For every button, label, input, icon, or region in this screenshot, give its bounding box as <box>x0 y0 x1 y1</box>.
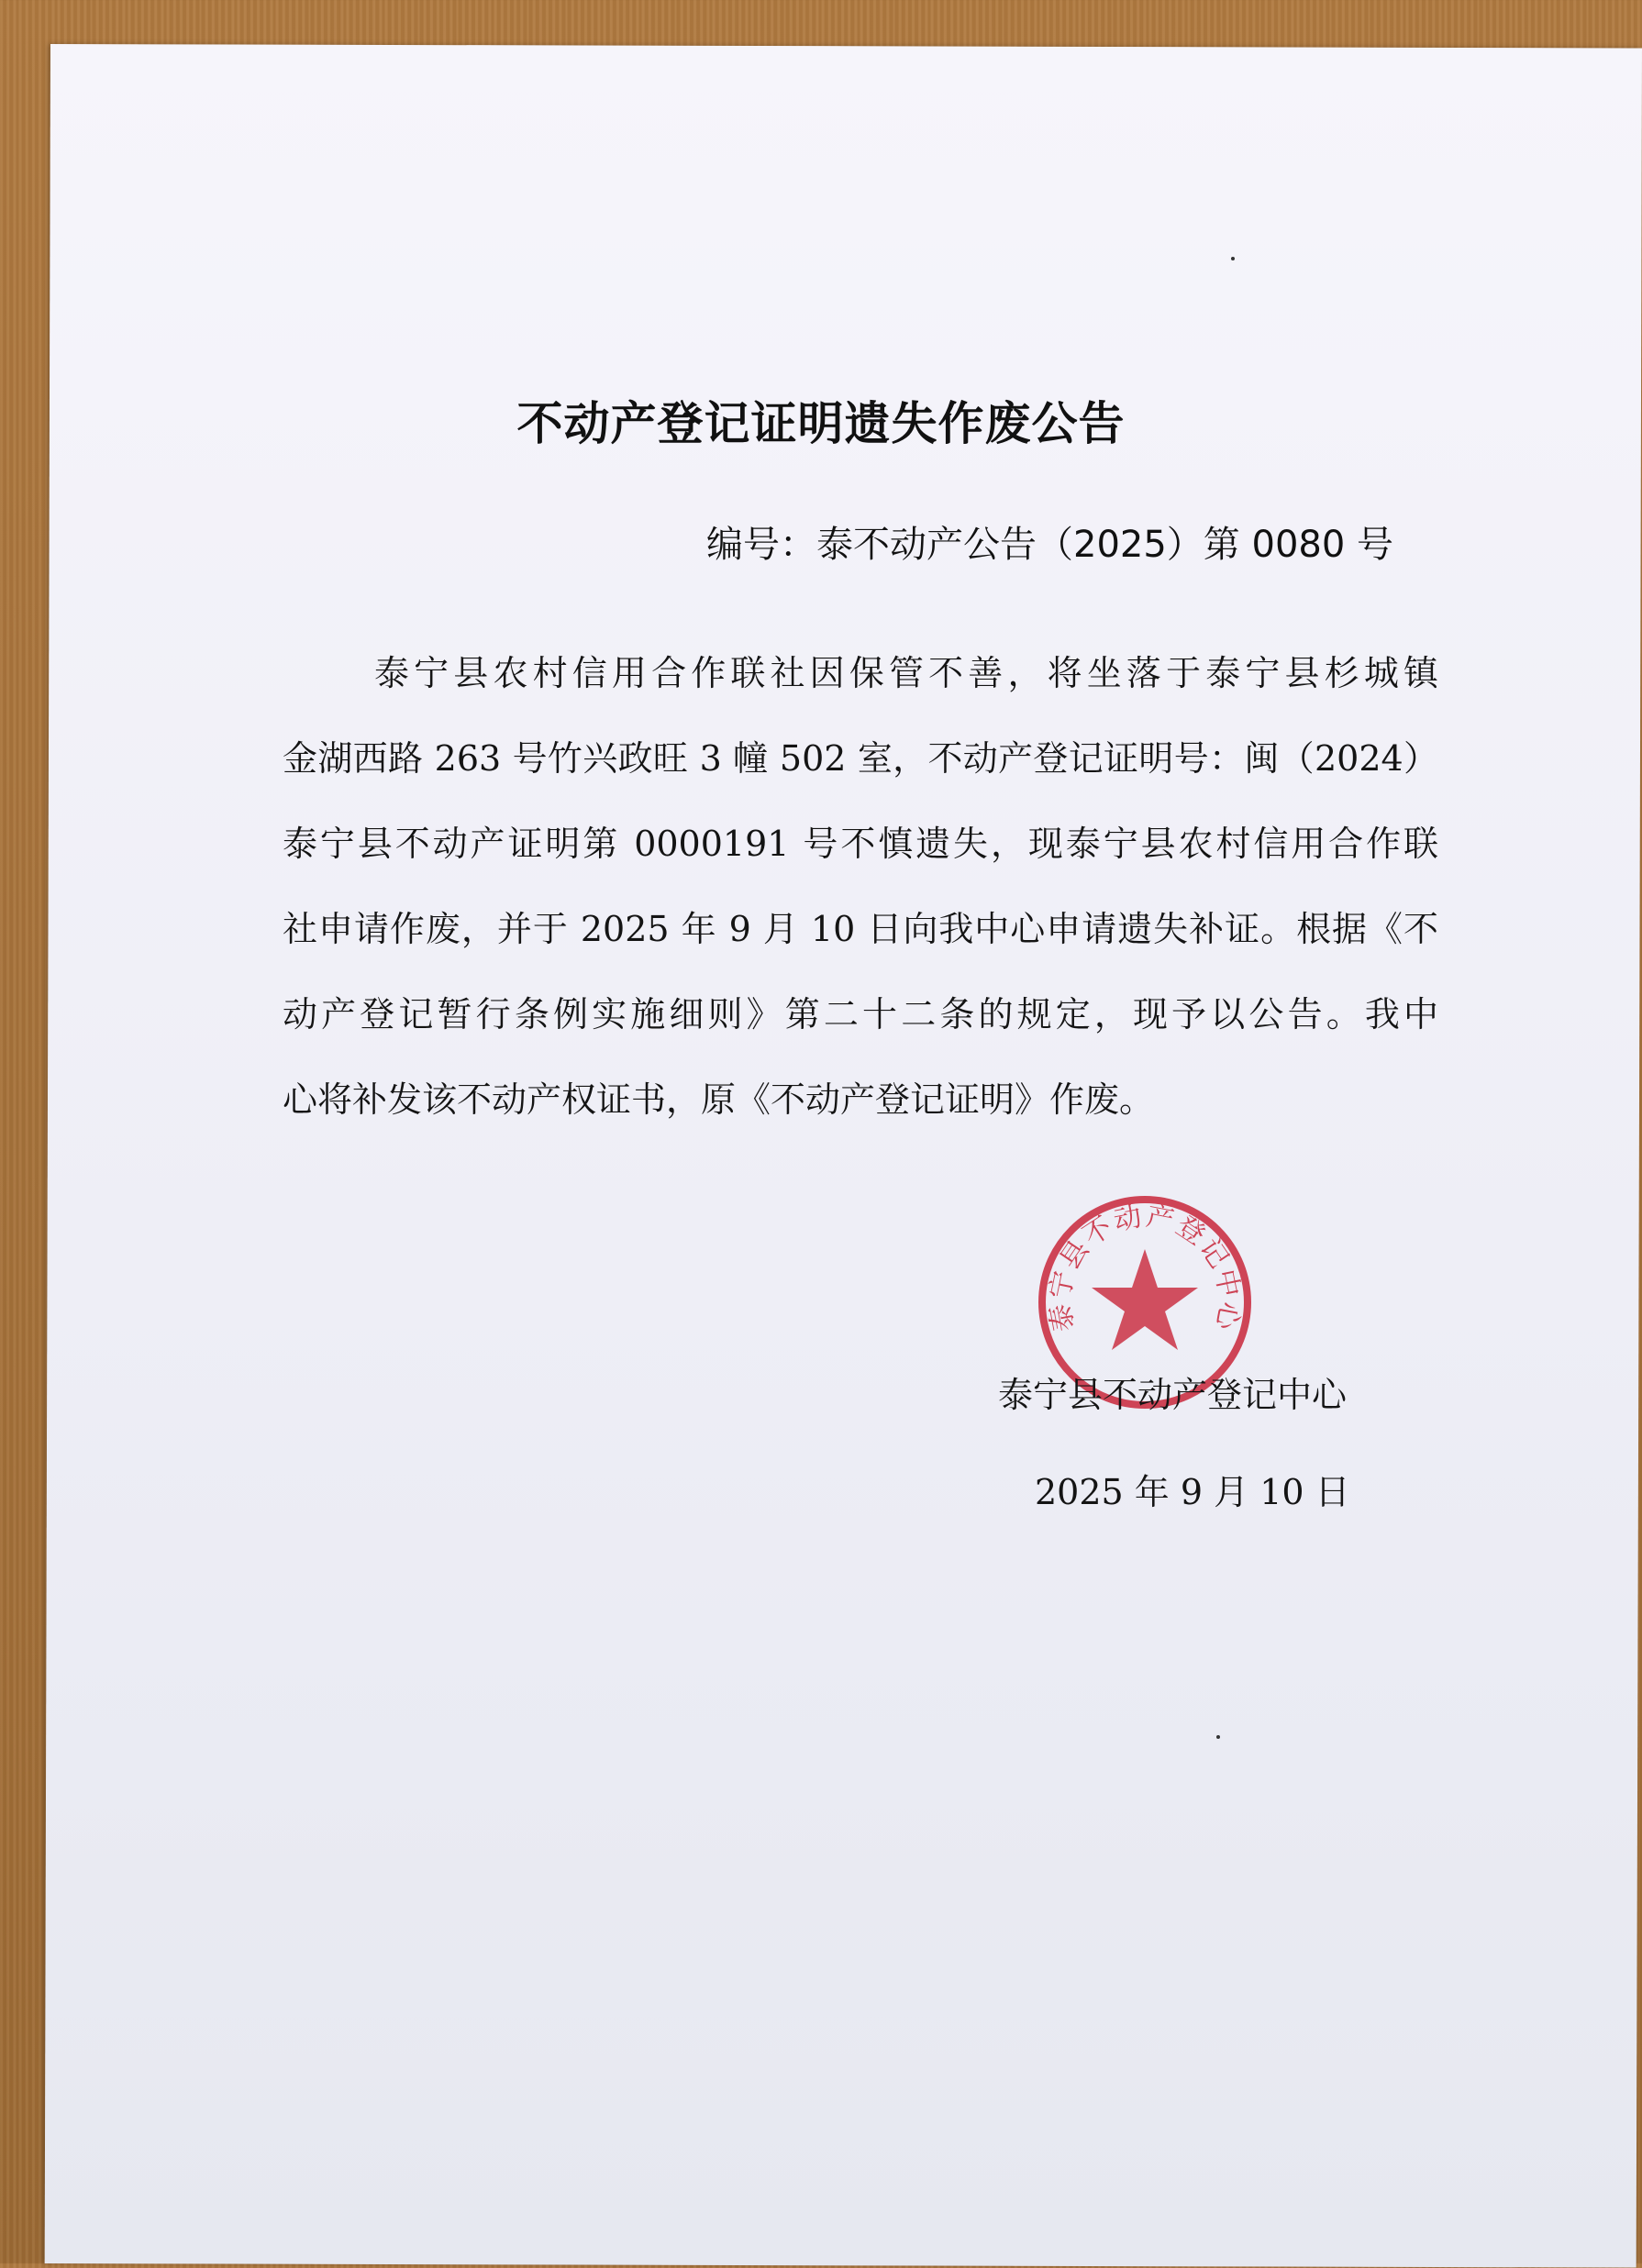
document-number: 编号：泰不动产公告（2025）第 0080 号 <box>706 524 1394 566</box>
paper-speck <box>1216 1735 1220 1739</box>
announcement-body <box>283 631 1438 1143</box>
paper-speck <box>1231 257 1235 260</box>
body-line: 金湖西路 263 号竹兴政旺 3 幢 502 室，不动产登记证明号：闽（2024） <box>283 738 1438 779</box>
body-line: 泰宁县农村信用合作联社因保管不善，将坐落于泰宁县杉城镇 <box>374 653 1438 693</box>
body-line: 社申请作废，并于 2025 年 9 月 10 日向我中心申请遗失补证。根据《不 <box>283 909 1438 949</box>
document-title: 不动产登记证明遗失作废公告 <box>516 397 1126 450</box>
issue-date: 2025 年 9 月 10 日 <box>1035 1472 1350 1512</box>
seal-text: 泰宁县不动产登记中心 <box>1043 1200 1247 1334</box>
paper-sheet <box>45 44 1642 2268</box>
body-line: 心将补发该不动产权证书，原《不动产登记证明》作废。 <box>283 1079 1155 1120</box>
body-line: 动产登记暂行条例实施细则》第二十二条的规定，现予以公告。我中 <box>283 994 1438 1034</box>
body-line: 泰宁县不动产证明第 0000191 号不慎遗失，现泰宁县农村信用合作联 <box>283 824 1438 864</box>
issuing-authority: 泰宁县不动产登记中心 <box>998 1375 1348 1415</box>
